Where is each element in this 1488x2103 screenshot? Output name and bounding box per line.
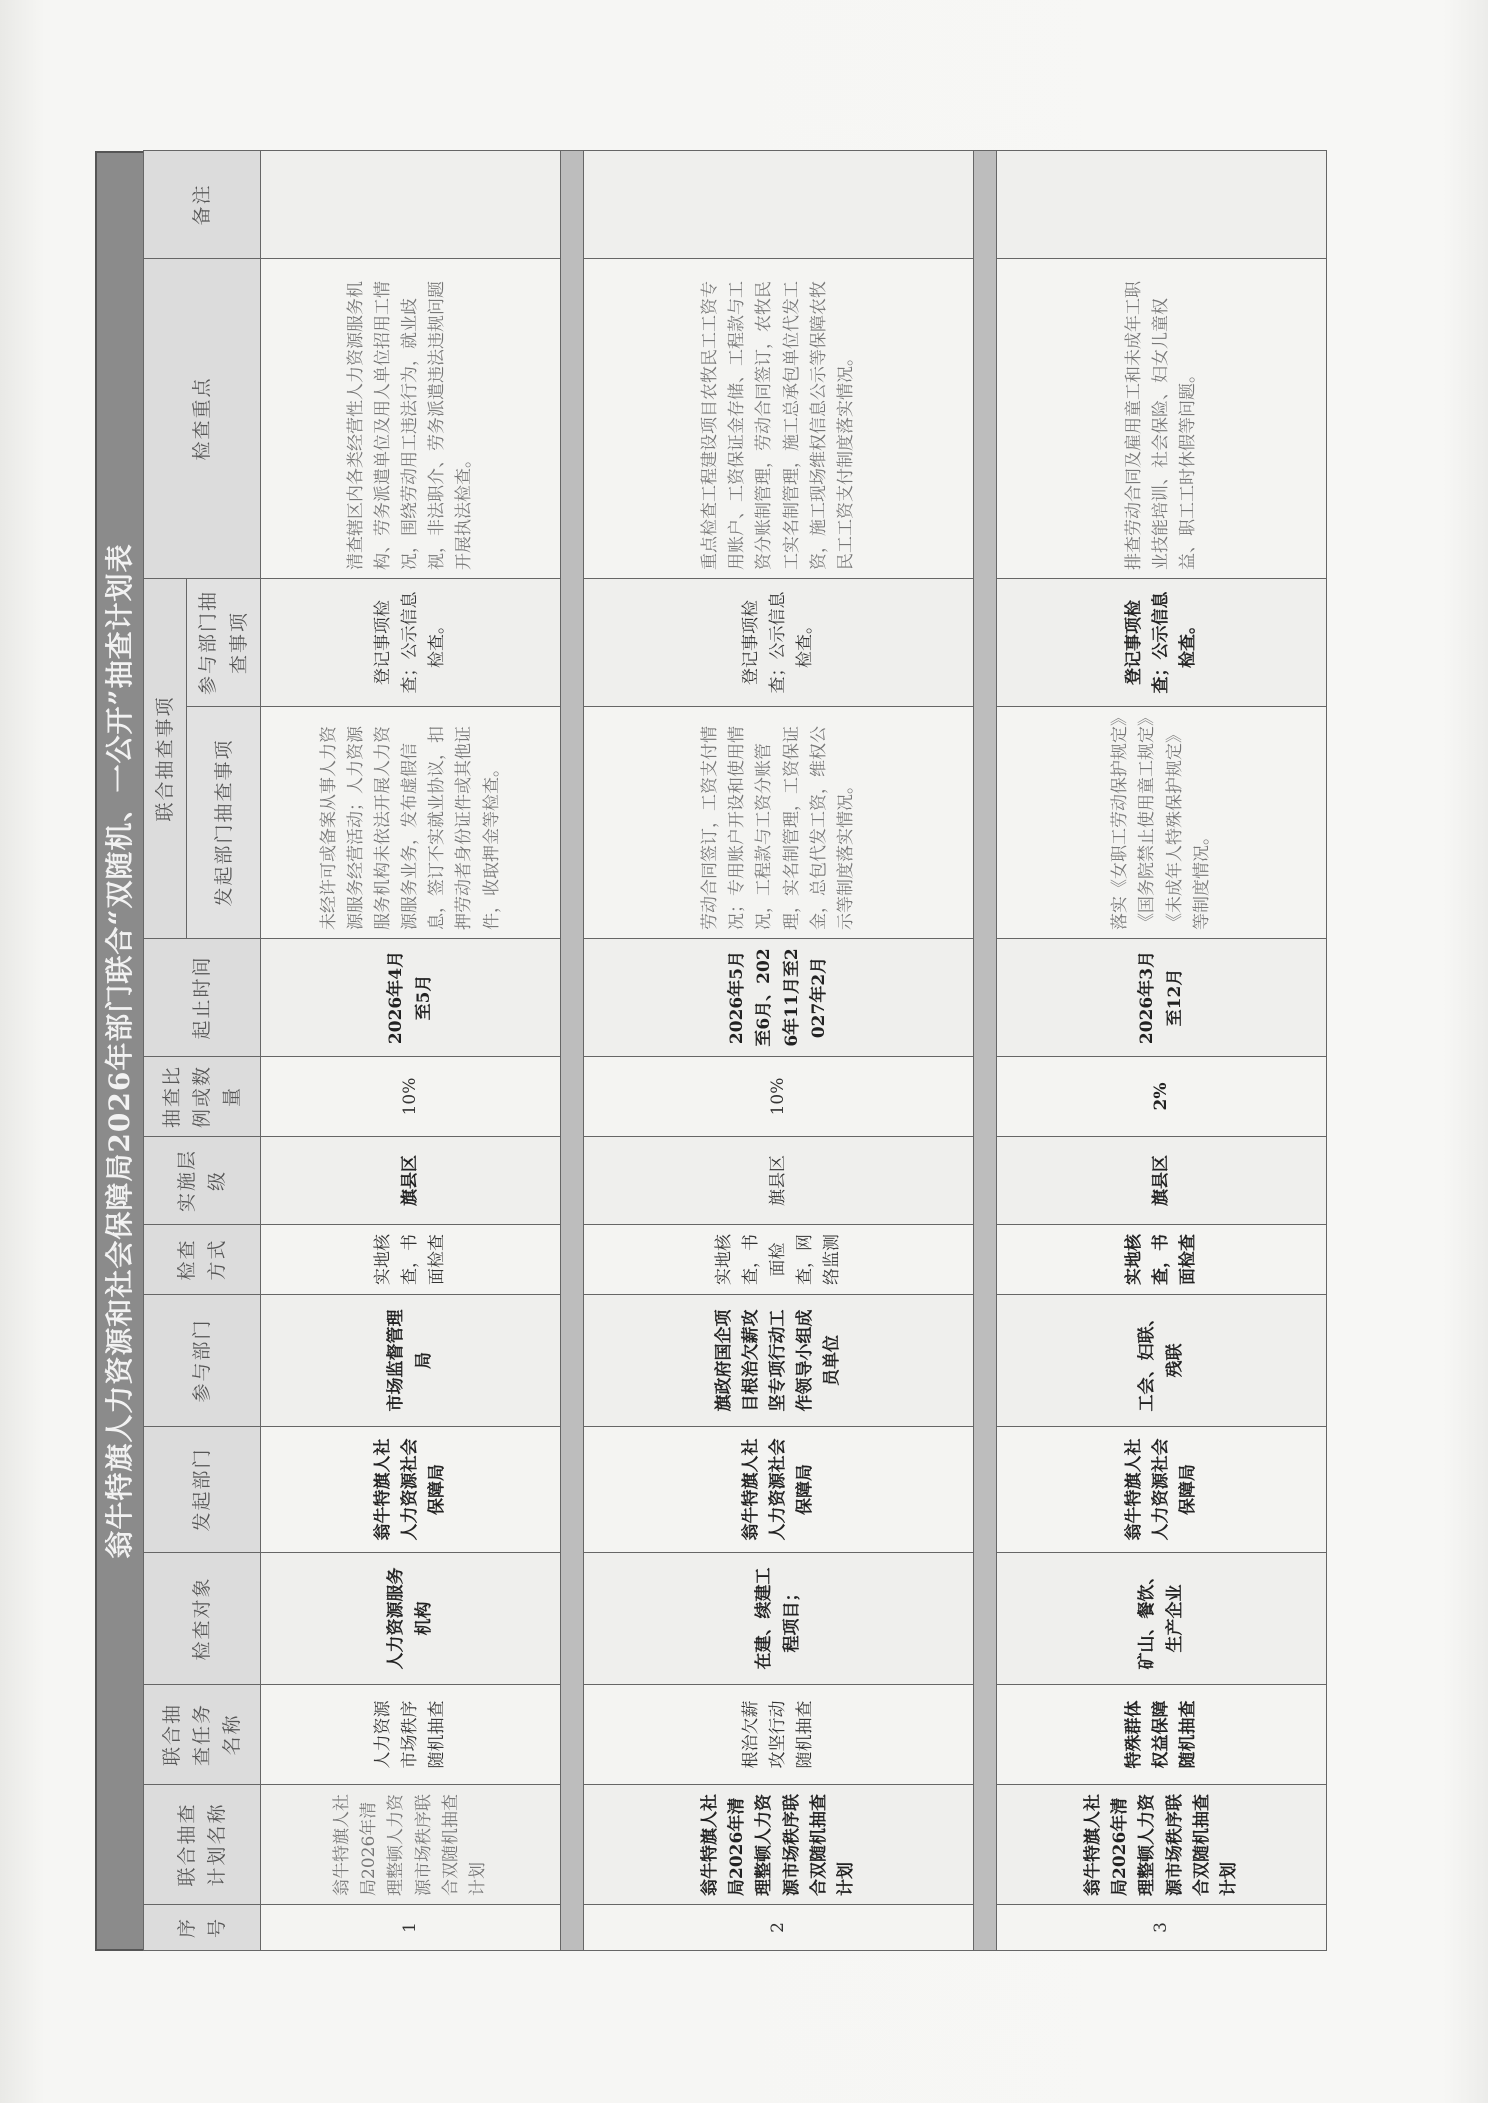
header-plan-name: 联合抽查计划名称: [144, 1785, 261, 1905]
cell-seq: 2: [584, 1905, 974, 1951]
cell-initiator-items: 未经许可或备案从事人力资源服务经营活动；人力资源服务机构未依法开展人力资源服务业务，发布虚假信息，签订不实就业协议，扣押劳动者身份证件或其他证件，收取押金等检查。: [261, 707, 561, 939]
header-seq: 序号: [144, 1905, 261, 1951]
header-ratio: 抽查比例或数量: [144, 1057, 261, 1137]
header-focus: 检查重点: [144, 258, 261, 578]
cell-remarks: [997, 150, 1327, 258]
cell-period: 2026年5月至6月、2026年11月至2027年2月: [584, 939, 974, 1057]
cell-target: 在建、续建工程项目；: [584, 1553, 974, 1685]
cell-method: 实地核查，书面检查: [997, 1225, 1327, 1295]
cell-participants: 工会、妇联、残联: [997, 1295, 1327, 1427]
cell-target: 矿山、餐饮、生产企业: [997, 1553, 1327, 1685]
header-initiator: 发起部门: [144, 1427, 261, 1553]
rotated-sheet: [95, 151, 1337, 1951]
cell-plan-name: 翁牛特旗人社局2026年清理整顿人力资源市场秩序联合双随机抽查计划: [997, 1785, 1327, 1905]
cell-initiator: 翁牛特旗人社人力资源社会保障局: [584, 1427, 974, 1553]
table-row: [261, 150, 561, 1950]
cell-initiator: 翁牛特旗人社人力资源社会保障局: [997, 1427, 1327, 1553]
header-task-name: 联合抽查任务名称: [144, 1685, 261, 1785]
cell-focus: 清查辖区内各类经营性人力资源服务机构、劳务派遣单位及用人单位招用工情况，围绕劳动用工违法行为，就业歧视，非法职介、劳务派遣违法违规问题开展执法检查。: [261, 258, 561, 578]
cell-plan-name: 翁牛特旗人社局2026年清理整顿人力资源市场秩序联合双随机抽查计划: [584, 1785, 974, 1905]
cell-period: 2026年4月至5月: [261, 939, 561, 1057]
cell-focus: 排查劳动合同及雇用童工和未成年工职业技能培训、社会保险、妇女儿童权益、职工工时休假等问题。: [997, 258, 1327, 578]
row-divider: [974, 150, 997, 1950]
table-row: [997, 150, 1327, 1950]
row-divider: [561, 150, 584, 1950]
cell-plan-name: 翁牛特旗人社局2026年清理整顿人力资源市场秩序联合双随机抽查计划: [261, 1785, 561, 1905]
cell-task-name: 人力资源市场秩序随机抽查: [261, 1685, 561, 1785]
cell-target: 人力资源服务机构: [261, 1553, 561, 1685]
cell-focus: 重点检查工程建设项目农牧民工工资专用账户、工资保证金存储、工程款与工资分账制管理，劳动合同签订，农牧民工实名制管理，施工总承包单位代发工资，施工现场维权信息公示等保障农牧民工工资支付制度落实情况。: [584, 258, 974, 578]
cell-initiator-items: 落实《女职工劳动保护规定》《国务院禁止使用童工规定》《未成年人特殊保护规定》等制度情况。: [997, 707, 1327, 939]
cell-level: 旗县区: [584, 1137, 974, 1225]
cell-participants: 市场监督管理局: [261, 1295, 561, 1427]
cell-remarks: [261, 150, 561, 258]
cell-participant-items: 登记事项检查；公示信息检查。: [997, 578, 1327, 706]
cell-ratio: 2%: [997, 1057, 1327, 1137]
cell-method: 实地核查，书面检查，网络监测: [584, 1225, 974, 1295]
cell-initiator: 翁牛特旗人社人力资源社会保障局: [261, 1427, 561, 1553]
header-row: [144, 150, 187, 1950]
inspection-plan-table: [143, 150, 1327, 1951]
header-joint-items: 联合抽查事项: [144, 578, 187, 938]
header-initiator-items: 发起部门抽查事项: [187, 707, 261, 939]
cell-initiator-items: 劳动合同签订，工资支付情况；专用账户开设和使用情况，工程款与工资分账管理，实名制管理，工资保证金，总包代发工资，维权公示等制度落实情况。: [584, 707, 974, 939]
cell-level: 旗县区: [261, 1137, 561, 1225]
header-method: 检查方式: [144, 1225, 261, 1295]
cell-period: 2026年3月至12月: [997, 939, 1327, 1057]
cell-task-name: 特殊群体权益保障随机抽查: [997, 1685, 1327, 1785]
table-title: 翁牛特旗人力资源和社会保障局2026年部门联合“双随机、一公开”抽查计划表: [95, 151, 143, 1951]
cell-participants: 旗政府国企项目根治欠薪攻坚专项行动工作领导小组成员单位: [584, 1295, 974, 1427]
table-row: [584, 150, 974, 1950]
cell-method: 实地核查，书面检查: [261, 1225, 561, 1295]
cell-participant-items: 登记事项检查；公示信息检查。: [584, 578, 974, 706]
cell-remarks: [584, 150, 974, 258]
cell-task-name: 根治欠薪攻坚行动随机抽查: [584, 1685, 974, 1785]
cell-seq: 1: [261, 1905, 561, 1951]
header-participant-items: 参与部门抽查事项: [187, 578, 261, 706]
cell-participant-items: 登记事项检查；公示信息检查。: [261, 578, 561, 706]
header-remarks: 备注: [144, 150, 261, 258]
cell-seq: 3: [997, 1905, 1327, 1951]
header-participants: 参与部门: [144, 1295, 261, 1427]
header-target: 检查对象: [144, 1553, 261, 1685]
cell-ratio: 10%: [584, 1057, 974, 1137]
cell-level: 旗县区: [997, 1137, 1327, 1225]
header-level: 实施层级: [144, 1137, 261, 1225]
cell-ratio: 10%: [261, 1057, 561, 1137]
header-period: 起止时间: [144, 939, 261, 1057]
